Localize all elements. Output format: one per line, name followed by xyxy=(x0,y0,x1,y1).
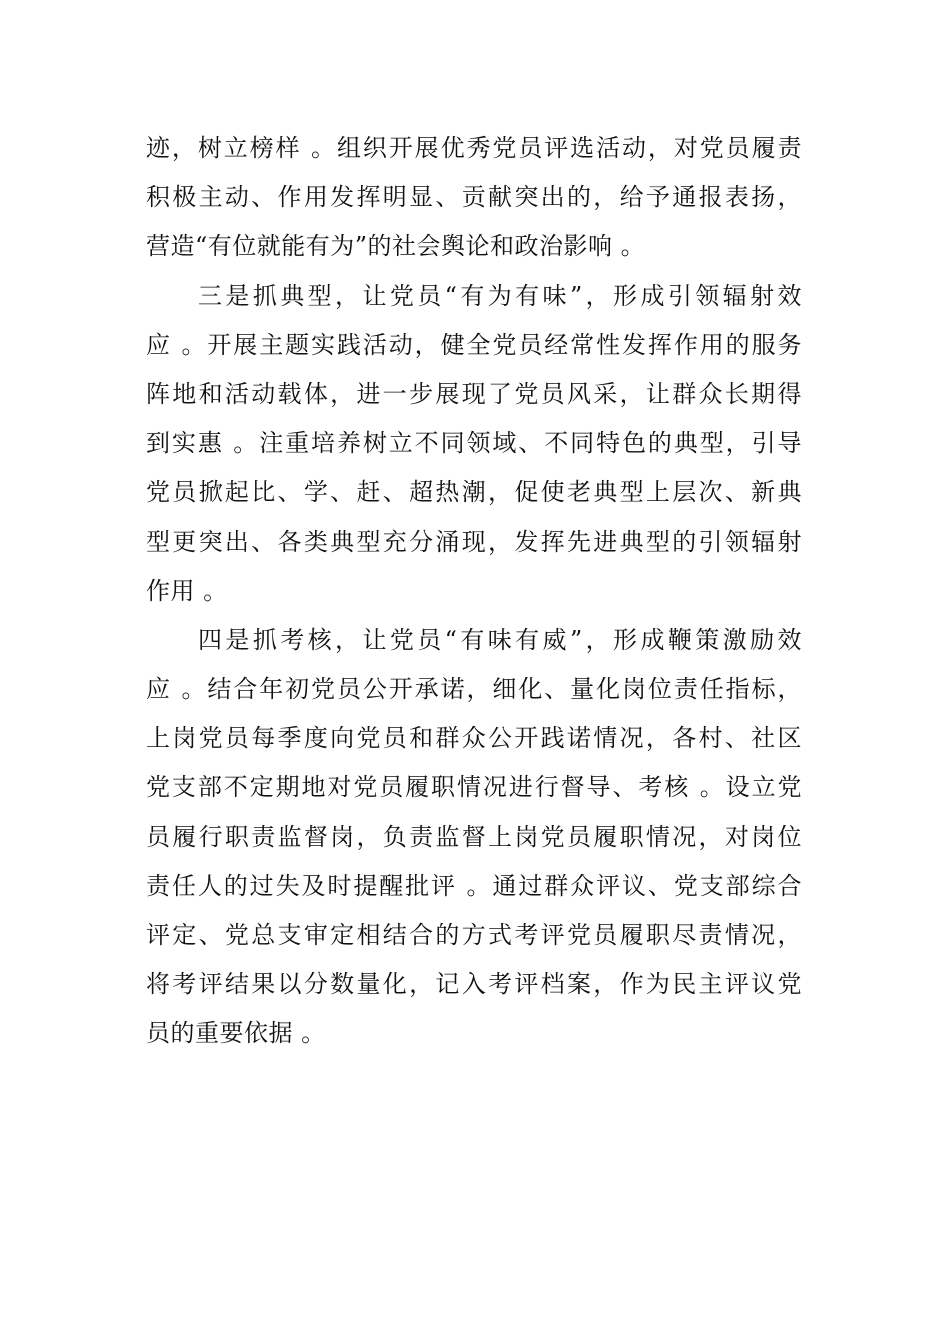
text-line: 员履行职责监督岗，负责监督上岗党员履职情况，对岗位 xyxy=(146,822,802,851)
text-line: 作用 。 xyxy=(146,576,228,605)
text-line: 应 。开展主题实践活动，健全党员经常性发挥作用的服务 xyxy=(146,330,802,359)
text-line: 将考评结果以分数量化，记入考评档案，作为民主评议党 xyxy=(146,970,802,999)
text-line: 党员掀起比、学、赶、超热潮，促使老典型上层次、新典 xyxy=(146,478,802,507)
text-line: 员的重要依据 。 xyxy=(146,1019,326,1048)
text-line: 上岗党员每季度向党员和群众公开践诺情况，各村、社区 xyxy=(146,724,802,753)
text-line: 到实惠 。注重培养树立不同领域、不同特色的典型，引导 xyxy=(146,429,802,458)
text-line: 党支部不定期地对党员履职情况进行督导、考核 。设立党 xyxy=(146,773,802,802)
text-line: 型更突出、各类典型充分涌现，发挥先进典型的引领辐射 xyxy=(146,527,802,556)
document-body xyxy=(146,124,802,1059)
text-line: 阵地和活动载体，进一步展现了党员风采，让群众长期得 xyxy=(146,379,802,408)
text-line: 积极主动、作用发挥明显、贡献突出的，给予通报表扬， xyxy=(146,183,802,212)
text-line: 迹，树立榜样 。组织开展优秀党员评选活动，对党员履责 xyxy=(146,134,802,162)
text-line: 营造“有位就能有为”的社会舆论和政治影响 。 xyxy=(146,232,646,261)
text-line: 应 。结合年初党员公开承诺，细化、量化岗位责任指标， xyxy=(146,675,802,704)
text-line: 评定、党总支审定相结合的方式考评党员履职尽责情况， xyxy=(146,921,802,949)
paragraph-start-line: 四是抓考核，让党员“有味有威”，形成鞭策激励效 xyxy=(198,625,802,654)
paragraph-start-line: 三是抓典型，让党员“有为有味”，形成引领辐射效 xyxy=(198,281,802,310)
text-line: 责任人的过失及时提醒批评 。通过群众评议、党支部综合 xyxy=(146,871,802,900)
